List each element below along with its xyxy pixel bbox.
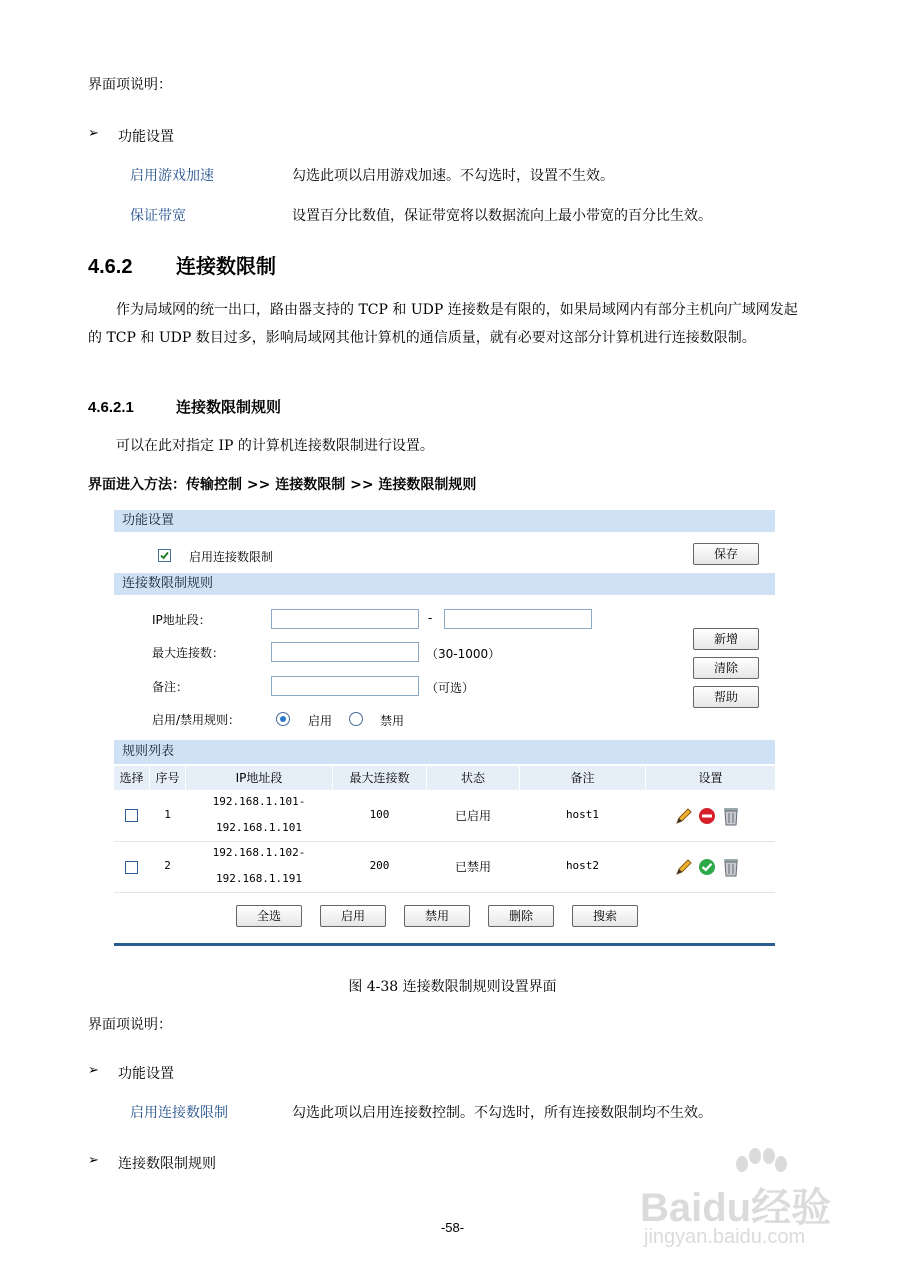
term-enable-limit: 启用连接数限制 <box>130 1105 228 1121</box>
header-index: 序号 <box>150 766 185 790</box>
section-bar-function: 功能设置 <box>114 510 775 532</box>
delete-icon[interactable] <box>722 805 740 826</box>
section-bar-rules: 连接数限制规则 <box>114 573 775 595</box>
row-select-checkbox[interactable] <box>125 861 138 874</box>
intro-text-2: 界面项说明： <box>88 1017 172 1033</box>
panel-bottom-border <box>114 943 775 946</box>
delete-icon[interactable] <box>722 856 740 877</box>
header-status: 状态 <box>427 766 519 790</box>
enable-radio[interactable] <box>276 712 290 726</box>
intro-text: 界面项说明： <box>88 77 172 93</box>
row-ip-start: 192.168.1.102- <box>212 846 306 859</box>
row-index: 1 <box>164 808 171 821</box>
header-ip-range: IP地址段 <box>186 766 332 790</box>
bullet-function-settings: ➢ 功能设置 <box>118 126 174 146</box>
figure-caption: 图 4-38 连接数限制规则设置界面 <box>348 979 557 995</box>
edit-icon[interactable] <box>674 857 694 877</box>
section-bar-list: 规则列表 <box>114 740 775 764</box>
edit-icon[interactable] <box>674 806 694 826</box>
enable-icon[interactable] <box>698 858 716 876</box>
bullet-limit-rules: ➢ 连接数限制规则 <box>118 1153 216 1173</box>
ip-start-input[interactable] <box>271 609 419 629</box>
help-button[interactable]: 帮助 <box>693 686 759 708</box>
watermark-brand: Baidu经验 <box>640 1186 832 1230</box>
note-input[interactable] <box>271 676 419 696</box>
ip-range-label: IP地址段： <box>152 613 211 627</box>
disable-selected-button[interactable]: 禁用 <box>404 905 470 927</box>
search-button[interactable]: 搜索 <box>572 905 638 927</box>
header-select: 选择 <box>114 766 149 790</box>
heading-number: 4.6.2 <box>88 256 133 278</box>
term-guarantee-bandwidth: 保证带宽 <box>130 208 186 224</box>
ip-range-dash: - <box>428 611 433 625</box>
term-game-accel: 启用游戏加速 <box>130 168 214 184</box>
row-ip-start: 192.168.1.101- <box>212 795 306 808</box>
note-hint: （可选） <box>426 681 475 695</box>
ip-end-input[interactable] <box>444 609 592 629</box>
disable-radio[interactable] <box>349 712 363 726</box>
navigation-path: 界面进入方法：传输控制 >> 连接数限制 >> 连接数限制规则 <box>88 477 477 493</box>
row-index: 2 <box>164 859 171 872</box>
bullet-function-settings-2: ➢ 功能设置 <box>118 1063 174 1083</box>
heading-4-6-2 <box>88 250 276 279</box>
row-max: 200 <box>369 859 390 872</box>
desc-enable-limit: 勾选此项以启用连接数控制。不勾选时，所有连接数限制均不生效。 <box>292 1105 712 1121</box>
enable-radio-label: 启用 <box>308 714 333 728</box>
row-status: 已禁用 <box>454 860 491 874</box>
enable-selected-button[interactable]: 启用 <box>320 905 386 927</box>
disable-radio-label: 禁用 <box>380 714 405 728</box>
heading-title: 连接数限制规则 <box>176 399 282 416</box>
note-label: 备注： <box>152 680 189 694</box>
max-connections-hint: （30-1000） <box>426 647 501 661</box>
check-icon <box>159 550 170 561</box>
select-all-button[interactable]: 全选 <box>236 905 302 927</box>
heading-number: 4.6.2.1 <box>88 399 134 416</box>
desc-guarantee-bandwidth: 设置百分比数值，保证带宽将以数据流向上最小带宽的百分比生效。 <box>292 208 712 224</box>
row-ip-end: 192.168.1.101 <box>215 821 303 834</box>
row-note: host2 <box>565 859 600 872</box>
header-max-connections: 最大连接数 <box>333 766 426 790</box>
header-note: 备注 <box>520 766 645 790</box>
add-button[interactable]: 新增 <box>693 628 759 650</box>
save-button[interactable]: 保存 <box>693 543 759 565</box>
row-ip-end: 192.168.1.191 <box>215 872 303 885</box>
page-number: -58- <box>440 1220 465 1235</box>
max-connections-input[interactable] <box>271 642 419 662</box>
delete-selected-button[interactable]: 删除 <box>488 905 554 927</box>
row-status: 已启用 <box>454 809 491 823</box>
enable-limit-checkbox[interactable] <box>158 549 171 562</box>
max-connections-label: 最大连接数： <box>152 646 225 660</box>
enable-limit-label: 启用连接数限制 <box>189 550 274 564</box>
header-settings: 设置 <box>646 766 775 790</box>
rule-status-label: 启用/禁用规则： <box>152 713 241 727</box>
baidu-watermark <box>640 1148 870 1258</box>
row-note: host1 <box>565 808 600 821</box>
router-ui-panel <box>114 510 775 946</box>
clear-button[interactable]: 清除 <box>693 657 759 679</box>
disable-icon[interactable] <box>698 807 716 825</box>
row-max: 100 <box>369 808 390 821</box>
desc-game-accel: 勾选此项以启用游戏加速。不勾选时，设置不生效。 <box>292 168 614 184</box>
row-select-checkbox[interactable] <box>125 809 138 822</box>
heading-title: 连接数限制 <box>176 256 276 278</box>
watermark-url: jingyan.baidu.com <box>644 1226 806 1248</box>
paragraph-intro: 作为局域网的统一出口，路由器支持的 TCP 和 UDP 连接数是有限的，如果局域网内有部分主机向广域网发起的 TCP 和 UDP 数目过多，影响局域网其他计算机的通信质量，就有必要对这部分计算机进行连接数限制。 <box>88 302 798 346</box>
heading-4-6-2-1 <box>88 396 281 417</box>
paragraph-setting: 可以在此对指定 IP 的计算机连接数限制进行设置。 <box>116 438 434 454</box>
